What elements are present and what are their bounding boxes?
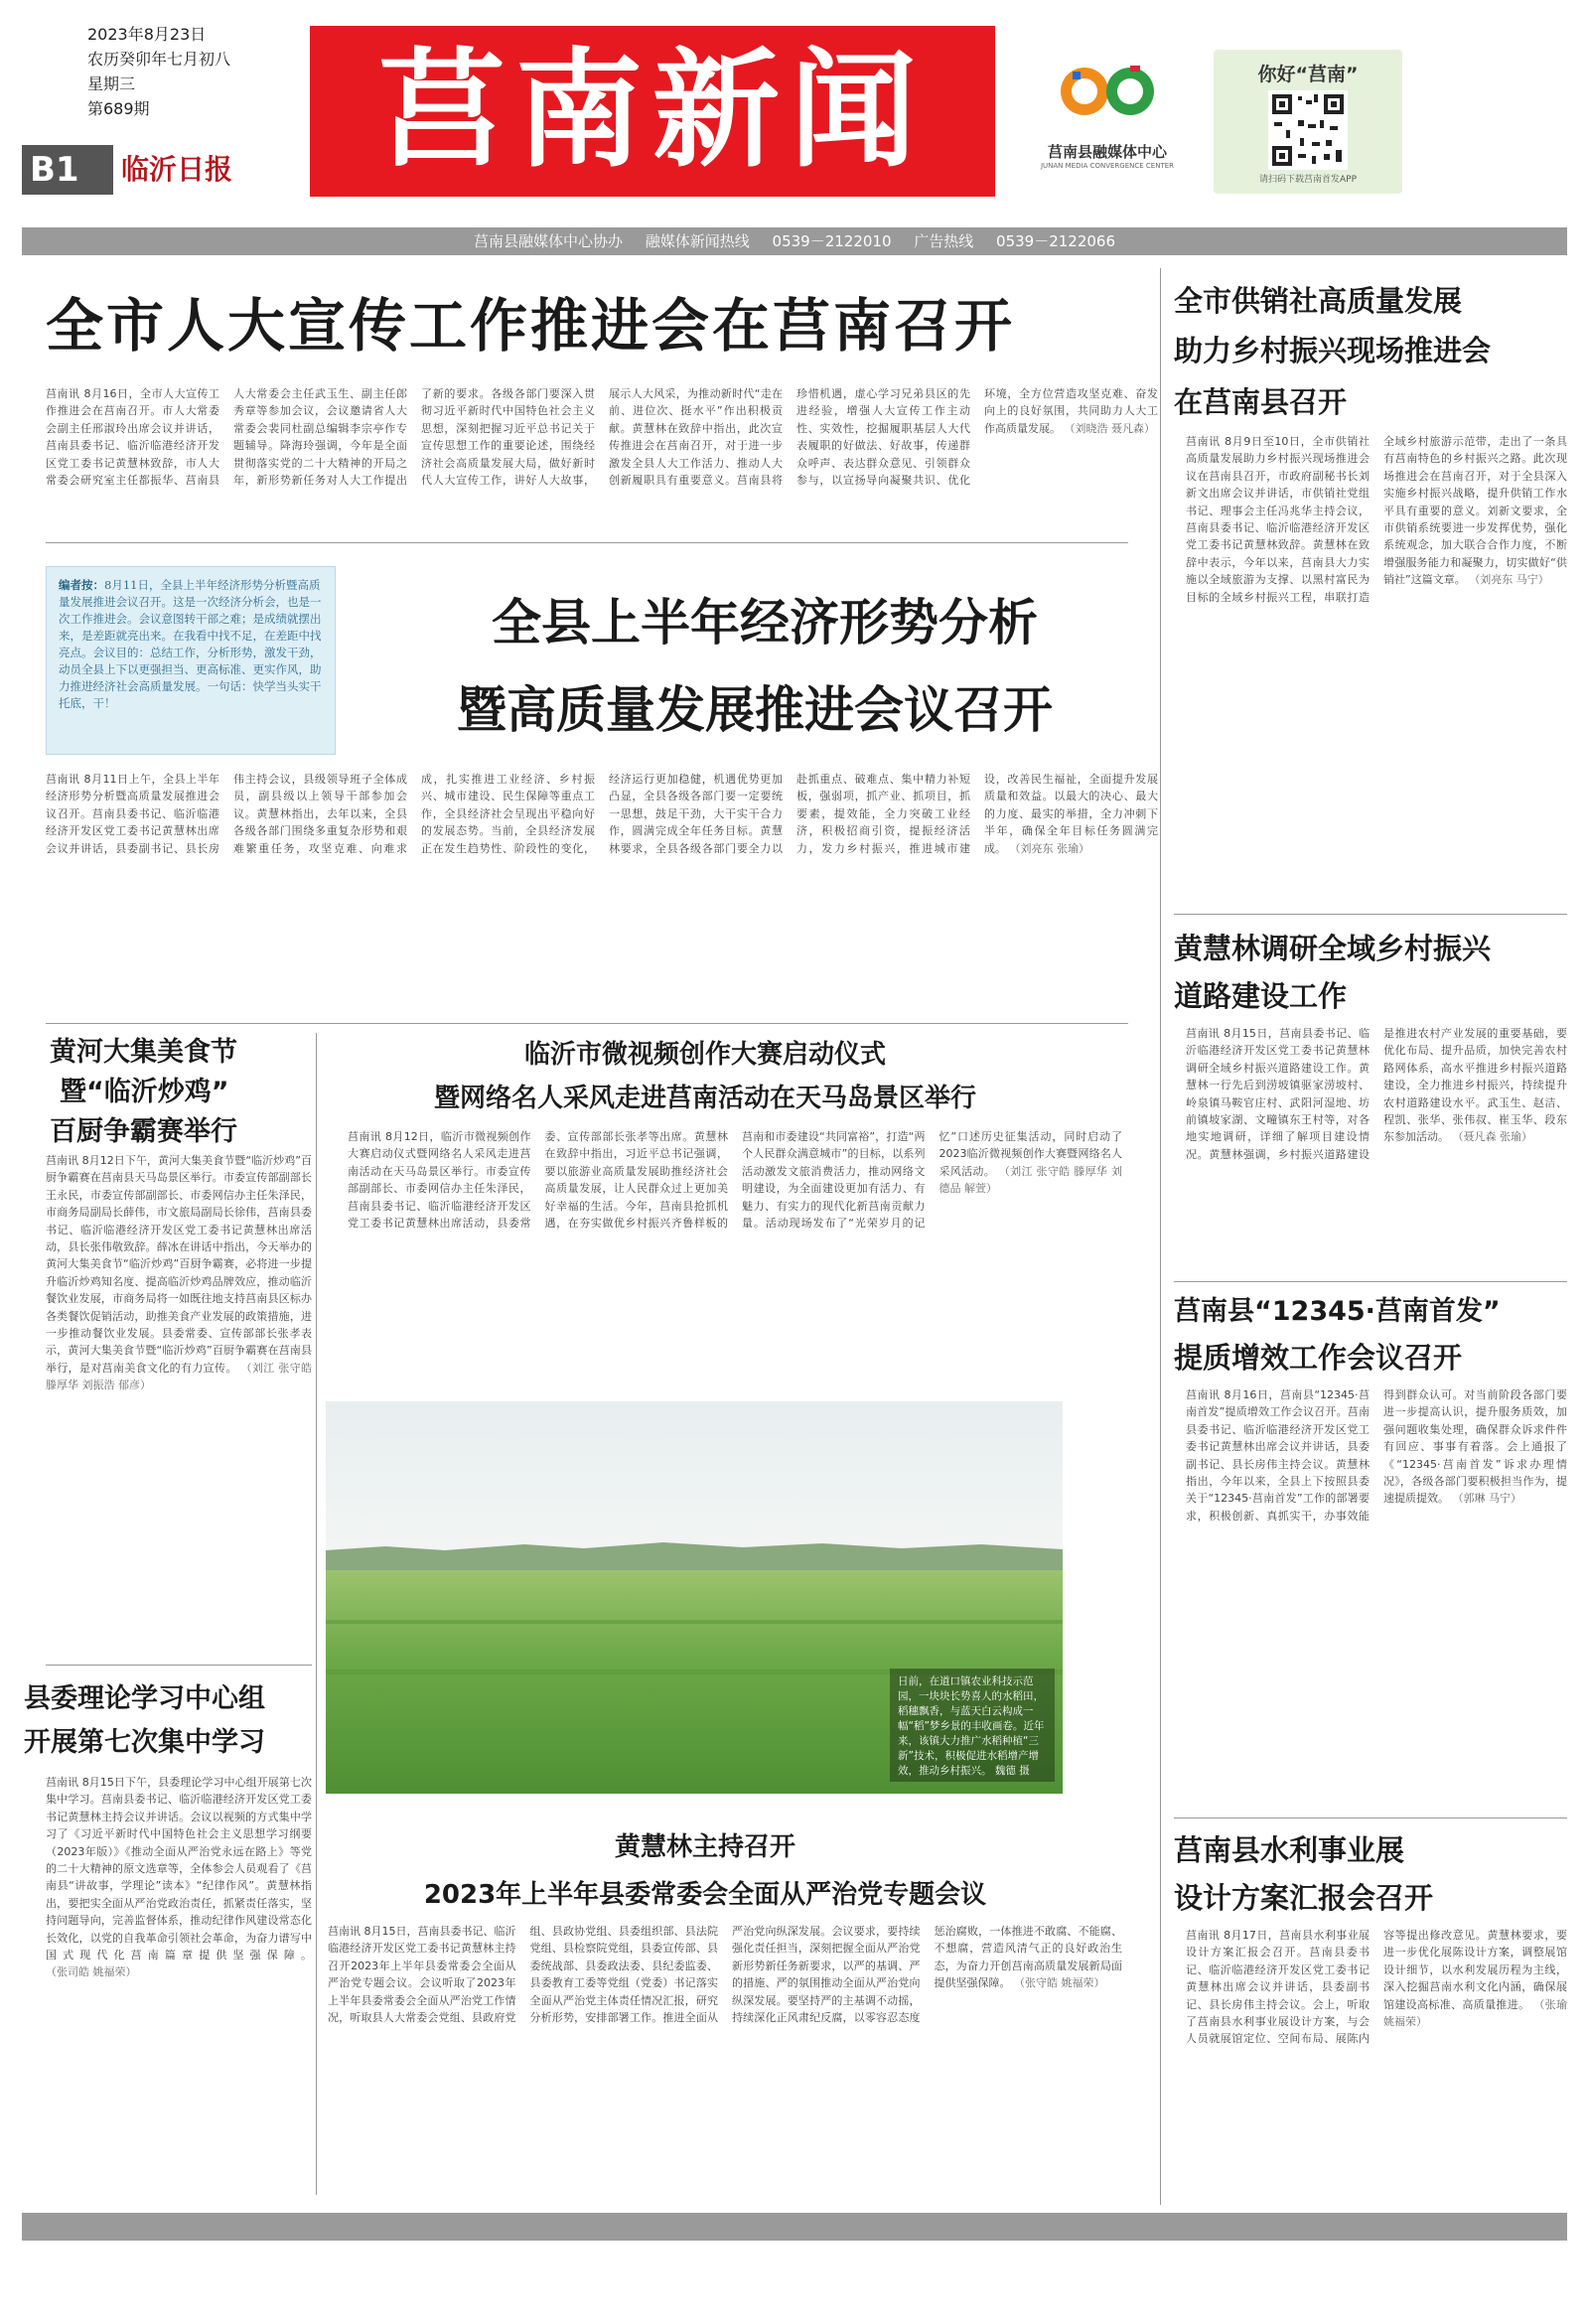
photo-caption-text: 日前，在道口镇农业科技示范园，一块块长势喜人的水稻田，稻穗飘香，与蓝天白云构成一幅“稻”梦乡景的丰收画卷。近年来，该镇大力推广水稻种植“三新”技术，积极促进水稻增产增效，推动乡村振兴。: [898, 1675, 1045, 1777]
article-6-text: 莒南讯 8月15日，莒南县委书记、临沂临港经济开发区党工委书记黄慧林主持召开2023年上半年县委常委会全面从严治党专题会议。会议听取了2023年上半年县委常委会全面从严治党工作情况，听取县人大常委会党组、县政府党组、县政协党组、县委组织部、县法院党组、县检察院党组，县委宣传部、县委统战部、县委政法委、县纪委监委、县委教育工委等党组（党委）书记落实全面从严治党主体责任情况汇报，研究分析形势，安排部署工作。推进全面从严治党向纵深发展。会议要求，要持续强化责任担当，深刻把握全面从严治党新形势新任务新要求，以严的基调、严的措施、严的氛围推动全面从严治党向纵深发展。要坚持严的主基调不动摇，持续深化正风肃纪反腐，以零容忍态度惩治腐败，一体推进不敢腐、不能腐、不想腐，营造风清气正的良好政治生态，为奋力开创莒南高质量发展新局面提供坚强保障。: [328, 1925, 1122, 2025]
right-4-text: 莒南讯 8月17日，莒南县水利事业展设计方案汇报会召开。莒南县委书记、临沂临港经济开发区党工委书记黄慧林出席会议并讲话，县委副书记、县长房伟主持会议。会上，听取了莒南县水利事业展设计方案，与会人员就展馆定位、空间布局、展陈内容等提出修改意见。黄慧林要求，要进一步优化展陈设计方案，调整展馆设计细节，以水利发展历程为主线，深入挖掘莒南水利文化内涵，确保展馆建设高标准、高质量推进。: [1186, 1929, 1567, 2046]
right-2-text: 莒南讯 8月15日，莒南县委书记、临沂临港经济开发区党工委书记黄慧林调研全域乡村振兴道路建设工作。黄慧林一行先后到涝坡镇驱家涝坡村、岭泉镇马鞍官庄村、武阳河湿地、坊前镇坡家湖、文疃镇东王村等，对各地实地调研，详细了解项目建设情况。黄慧林强调，乡村振兴道路建设是推进农村产业发展的重要基础，要优化布局、提升品质，加快完善农村路网体系，高水平推进乡村振兴道路建设，全力推进乡村振兴，持续提升农村道路建设水平。武玉生、赵洁、程凯、张华、张伟叔、崔玉华、段东东参加活动。: [1186, 1027, 1567, 1161]
article-6-headline-line1[interactable]: 黄慧林主持召开: [614, 1832, 795, 1862]
lunar-date: 农历癸卯年七月初八: [87, 50, 231, 69]
article-2-text: 莒南讯 8月11日上午，全县上半年经济形势分析暨高质量发展推进会议召开。莒南县委书记、临沂临港经济开发区党工委书记黄慧林出席会议并讲话，县委副书记、县长房伟主持会议，县级领导班子全体成员，副县级以上领导干部参加会议。黄慧林指出，去年以来，全县各级各部门围绕多重复杂形势和艰难繁重任务，攻坚克难、向难求成，扎实推进工业经济、乡村振兴、城市建设、民生保障等重点工作，全县经济社会呈现出平稳向好的发展态势。当前，全县经济发展正在发生趋势性、阶段性的变化，经济运行更加稳健，机遇优势更加凸显，全县各级各部门要一定要统一思想，鼓足干劲，大干实干合力作，圆满完成全年任务目标。黄慧林要求，全县各级各部门要全力以赴抓重点、破难点、集中精力补短板，强弱项，抓产业、抓项目，抓要素，提效能，全力突破工业经济，积极招商引资，提振经济活力，发力乡村振兴，推进城市建设，改善民生福祉，全面提升发展质量和效益。以最大的决心、最大的力度、最实的举措，全力冲刺下半年，确保全年目标任务圆满完成。: [46, 773, 1158, 855]
right-1-text: 莒南讯 8月9日至10日，全市供销社高质量发展助力乡村振兴现场推进会议在莒南县召开，市政府副秘书长刘新文出席会议并讲话，市供销社党组书记、理事会主任冯兆华主持会议，莒南县委书记、临沂临港经济开发区党工委书记黄慧林致辞。黄慧林在致辞中表示，今年以来，莒南县大力实施以全域旅游为支撑、以黑村富民为目标的全域乡村振兴工程，串联打造全域乡村旅游示范带，走出了一条具有莒南特色的乡村振兴之路。此次现场推进会在莒南召开，对于全县深入实施乡村振兴战略，提升供销工作水平具有重要的意义。刘新文要求，全市供销系统要进一步发挥优势，强化系统观念，加大联合合作力度，不断增强服务能力和凝聚力，切实做好“供销社”这篇文章。: [1186, 435, 1567, 604]
column-divider: [1160, 268, 1161, 2205]
article-6-headline-line2[interactable]: 2023年上半年县委常委会全面从严治党专题会议: [423, 1880, 987, 1910]
article-2-body: [46, 771, 1158, 989]
media-center-english: JUNAN MEDIA CONVERGENCE CENTER: [1040, 162, 1175, 170]
editor-note: [46, 566, 336, 755]
right-3-text: 莒南讯 8月16日，莒南县“12345·莒南首发”提质增效工作会议召开。莒南县委书记、临沂临港经济开发区党工委书记黄慧林出席会议并讲话，县委副书记、县长房伟主持会议。黄慧林指出，今年以来，全县上下按照县委关于“12345·莒南首发”工作的部署要求，积极创新、真抓实干，办事效能得到群众认可。对当前阶段各部门要进一步提高认识，提升服务质效，加强问题收集处理，确保群众诉求件件有回应、事事有着落。会上通报了《“12345·莒南首发”诉求办理情况》，各级各部门要积极担当作为，提速提质提效。: [1186, 1388, 1567, 1523]
date-block: [87, 22, 276, 121]
article-6-byline: （张守皓 姚福荣）: [1014, 1976, 1105, 1990]
right-4-headline-line2[interactable]: 设计方案汇报会召开: [1174, 1881, 1434, 1915]
publication-date: 2023年8月23日: [87, 25, 207, 44]
article-5-text: 莒南讯 8月15日下午，县委理论学习中心组开展第七次集中学习。莒南县委书记、临沂临港经济开发区党工委书记黄慧林主持会议并讲话。会议以视频的方式集中学习了《习近平新时代中国特色社会主义思想学习纲要（2023年版）》《推动全面从严治党永远在路上》等党的二十大精神的原文选章等，全体参会人员观看了《莒南县“讲故事，学理论”读本》“纪律作风”。黄慧林指出，要把实全面从严治党政治责任，抓紧责任落实，坚持问题导向，完善监督体系，推动纪律作风建设常态化长效化，以党的自我革命引领社会革命，为奋力谱写中国式现代化莒南篇章提供坚强保障。: [46, 1776, 312, 1962]
qr-title: 你好“莒南”: [1257, 64, 1359, 85]
right-2-byline: （聂凡森 张瑜）: [1452, 1130, 1532, 1144]
right-3-byline: （郭琳 马宁）: [1452, 1492, 1521, 1506]
article-3-headline-line1[interactable]: 黄河大集美食节: [50, 1037, 237, 1068]
article-5-headline-line1[interactable]: 县委理论学习中心组: [24, 1683, 265, 1714]
media-center-name: 莒南县融媒体中心: [1047, 143, 1167, 161]
app-qr-card[interactable]: [1214, 50, 1402, 194]
article-5-byline: （张司皓 姚福荣）: [46, 1965, 137, 1979]
article-1-text: 莒南讯 8月16日，全市人大宣传工作推进会在莒南召开。市人大常委会副主任邢淑玲出席会议并讲话，莒南县委书记、临沂临港经济开发区党工委书记黄慧林致辞，市人大常委会研究室主任都振华、莒南县人大常委会主任武玉生、副主任郎秀章等参加会议，会议邀请省人大常委会裴同杜副总编辑李宗亭作专题辅导。降海玲强调，今年是全面贯彻落实党的二十大精神的开局之年，新形势新任务对人大工作提出了新的要求。各级各部门要深入贯彻习近平新时代中国特色社会主义思想，深刻把握习近平总书记关于宣传思想工作的重要论述，围绕经济社会高质量发展大局，做好新时代人大宣传工作，讲好人大故事，展示人大风采，为推动新时代“走在前、进位次、挺水平”作出积极贡献。黄慧林在致辞中指出，此次宣传推进会在莒南召开，对于进一步激发全县人大工作活力、推动人大创新履职具有重要意义。莒南县将珍惜机遇，虚心学习兄弟县区的先进经验，增强人大宣传工作主动性、实效性，挖掘履职基层人大代表履职的好做法、好故事，传递群众呼声、表达群众意见、引领群众参与，以宣扬导向凝聚共识、优化环境，全方位营造攻坚克难、奋发向上的良好氛围，共同助力人大工作高质量发展。: [46, 387, 1158, 488]
right-4-headline-line1[interactable]: 莒南县水利事业展: [1174, 1833, 1405, 1867]
media-center-logo-icon: [1013, 52, 1202, 131]
divider: [1174, 1817, 1567, 1818]
photo-credit: 魏德 摄: [994, 1765, 1030, 1777]
divider: [46, 1665, 312, 1666]
footer-bar: [22, 2213, 1567, 2318]
right-1-headline-line3[interactable]: 在莒南县召开: [1174, 385, 1348, 419]
article-1-byline: （刘晓浩 聂凡森）: [1064, 421, 1155, 435]
newspaper-title: 莒南新闻: [310, 26, 995, 197]
info-bar: 莒南县融媒体中心协办 融媒体新闻热线 0539－2122010 广告热线 0539－2122066: [22, 227, 1567, 255]
divider: [46, 1023, 1128, 1024]
right-3-headline-line2[interactable]: 提质增效工作会议召开: [1174, 1341, 1463, 1375]
article-3-headline-line2[interactable]: 暨“临沂炒鸡”: [60, 1077, 229, 1107]
article-2-headline-line1[interactable]: 全县上半年经济形势分析: [492, 594, 1038, 652]
right-2-body: [1186, 1025, 1567, 1273]
article-3-byline: （刘江 张守皓 滕厚华 刘振浩 郁彦）: [46, 1361, 313, 1392]
article-4-headline-line2[interactable]: 暨网络名人采风走进莒南活动在天马岛景区举行: [433, 1084, 976, 1113]
right-4-body: [1186, 1927, 1567, 2201]
article-3-headline-line3[interactable]: 百厨争霸赛举行: [50, 1116, 237, 1147]
divider: [46, 542, 1128, 543]
divider: [1174, 1281, 1567, 1282]
parent-paper-name: 临沂日报: [121, 153, 233, 186]
weekday: 星期三: [87, 74, 136, 93]
article-4-text: 莒南讯 8月12日，临沂市微视频创作大赛启动仪式暨网络名人采风走进莒南活动在天马岛景区举行。市委宣传部副部长、市委网信办主任朱泽民，莒南县委书记、临沂临港经济开发区党工委书记黄慧林出席活动，县委常委、宣传部部长张孝等出席。黄慧林在致辞中指出，习近平总书记强调，要以旅游业高质量发展助推经济社会高质量发展，让人民群众过上更加美好幸福的生活。今年，莒南县抢抓机遇，在夯实做优乡村振兴齐鲁样板的莒南和市委建设“共同富裕”，打造“两个人民群众满意城市”的目标，以系列活动激发文旅消费活力，推动网络文明建设，为全面建设更加有活力、有魅力、有实力的现代化新莒南贡献力量。活动现场发布了“光荣岁月的记忆”口述历史征集活动，同时启动了2023临沂微视频创作大赛暨网络名人采风活动。: [348, 1130, 1122, 1231]
photo-caption: [890, 1669, 1055, 1782]
article-3-text: 莒南讯 8月12日下午，黄河大集美食节暨“临沂炒鸡”百厨争霸赛在莒南县天马岛景区举行。市委宣传部副部长王永民，市委宣传部副部长、市委网信办主任朱泽民，市商务局副局长薛伟，市文旅局副局长徐伟，莒南县委书记、临沂临港经济开发区党工委书记黄慧林出席活动，县长张伟敬致辞。薛冰在讲话中指出，今天举办的黄河大集美食节“临沂炒鸡”百厨争霸赛，必将进一步提升临沂炒鸡知名度、提高临沂炒鸡品牌效应，推动临沂餐饮业发展，市商务局将一如既往地支持莒南县区标办各类餐饮促销活动，助推美食产业发展的政策措施，进一步推动餐饮业发展。县委常委、宣传部部长张孝表示，黄河大集美食节暨“临沂炒鸡”百厨争霸赛在莒南县举行，是对莒南美食文化的有力宣传。: [46, 1154, 312, 1375]
article-5-headline-line2[interactable]: 开展第七次集中学习: [24, 1727, 265, 1758]
divider: [1174, 914, 1567, 915]
article-2-headline-line2[interactable]: 暨高质量发展推进会议召开: [457, 681, 1053, 739]
right-3-body: [1186, 1386, 1567, 1814]
right-2-headline-line1[interactable]: 黄慧林调研全域乡村振兴: [1174, 932, 1492, 965]
right-1-byline: （刘亮东 马宁）: [1469, 573, 1549, 587]
right-1-body: [1186, 433, 1567, 910]
editor-note-label: 编者按：: [59, 578, 104, 592]
issue-number: 第689期: [87, 99, 150, 118]
article-4-body: [348, 1128, 1122, 1379]
article-1-headline[interactable]: 全市人大宣传工作推进会在莒南召开: [46, 292, 1016, 360]
article-4-headline-line1[interactable]: 临沂市微视频创作大赛启动仪式: [523, 1040, 886, 1070]
article-6-body: [328, 1923, 1122, 2199]
footer-responsible-editor: □责任编辑：全野 韦树芹 商永利: [1182, 2302, 1394, 2318]
article-4-byline: （刘江 张守皓 滕厚华 刘德品 解萱）: [939, 1164, 1122, 1196]
right-2-headline-line2[interactable]: 道路建设工作: [1174, 979, 1348, 1013]
article-1-body: [46, 385, 1158, 526]
right-1-headline-line1[interactable]: 全市供销社高质量发展: [1174, 284, 1463, 318]
footer-editor: □本刊责编：张松波 商永利: [936, 2274, 1111, 2290]
right-3-headline-line1[interactable]: 莒南县“12345·莒南首发”: [1174, 1296, 1501, 1327]
qr-caption: 请扫码下载莒南首发APP: [1258, 175, 1357, 185]
editor-note-text: 8月11日，全县上半年经济形势分析暨高质量发展推进会议召开。这是一次经济分析会，也是一次工作推进会。会议意图转干部之难；是成绩就摆出来，是差距就亮出来。在我看中找不足，在差距中找亮点。会议目的：总结工作，分析形势，激发干劲，动员全县上下以更强担当、更高标准、更实作风，助力推进经济社会高质量发展。一句话：快学当头实干托底，干！: [59, 578, 322, 710]
right-1-headline-line2[interactable]: 助力乡村振兴现场推进会: [1174, 334, 1492, 367]
page-number: B1: [22, 145, 113, 195]
right-4-byline: （张瑜 姚福荣）: [1383, 1997, 1567, 2029]
media-center-logo: [1013, 52, 1202, 181]
article-2-byline: （刘亮东 张瑜）: [1009, 841, 1089, 855]
article-5-body: [46, 1774, 312, 2201]
article-3-body: [46, 1152, 312, 1647]
qr-code-icon[interactable]: [1268, 90, 1348, 170]
column-divider: [316, 1033, 317, 2195]
footer-address: □《临沂日报·莒南新闻》编辑部地址：莒南县城人民路21号（莒南县融媒体中心）: [171, 2247, 679, 2262]
